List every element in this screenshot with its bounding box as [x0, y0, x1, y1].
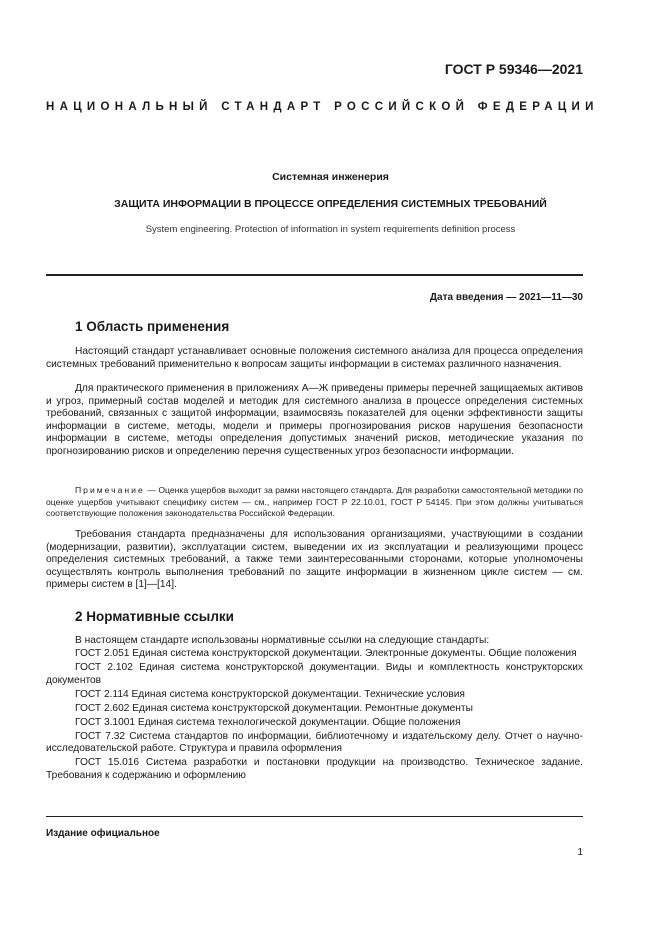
note-label: Примечание	[75, 485, 145, 495]
section-2-heading: 2 Нормативные ссылки	[75, 609, 234, 624]
national-standard-heading: НАЦИОНАЛЬНЫЙ СТАНДАРТ РОССИЙСКОЙ ФЕДЕРАЦИИ	[46, 101, 599, 113]
top-divider	[46, 274, 583, 276]
introduction-date: Дата введения — 2021—11—30	[429, 292, 583, 303]
document-title: ЗАЩИТА ИНФОРМАЦИИ В ПРОЦЕССЕ ОПРЕДЕЛЕНИЯ СИСТЕМНЫХ ТРЕБОВАНИЙ	[114, 198, 547, 210]
reference-item: ГОСТ 2.051 Единая система конструкторской документации. Электронные документы. Общие положения	[75, 648, 577, 659]
section-1-paragraph-2: Для практического применения в приложениях А—Ж приведены примеры перечней защищаемых активов и угроз, примерный состав моделей и методик для системного анализа в процессе определения системных требований, связанных с защитой информации, взаимосвязь показателей для оценки эффективности защиты информации в системе, методы, модели и примеры прогнозирования рисков нарушения безопасности информации в системе, методы определения допустимых значений рисков, методические указания по прогнозированию рисков и определению перечня существенных угроз безопасности информации.	[46, 383, 583, 457]
gost-number: ГОСТ Р 59346—2021	[444, 61, 583, 77]
english-title: System engineering. Protection of information in system requirements definition process	[145, 224, 516, 235]
reference-item: ГОСТ 2.114 Единая система конструкторской документации. Технические условия	[75, 688, 465, 700]
section-1-paragraph-3: Требования стандарта предназначены для использования организациями, участвующими в создании (модернизации, развитии), эксплуатации систем, выведении их из эксплуатации и реализующими процесс определения системных требований, а также теми заинтересованными сторонами, которые уполномочены осуществлять контроль выполнения требований по защите информации в жизненном цикле систем — см. примеры систем в [1]—[14].	[46, 529, 583, 590]
normative-references-list	[46, 648, 583, 784]
official-edition-label: Издание официальное	[46, 828, 160, 839]
reference-item: ГОСТ 15.016 Система разработки и постановки продукции на производство. Техническое задание. Требования к содержанию и оформлению	[46, 757, 583, 781]
reference-item: ГОСТ 2.602 Единая система конструкторской документации. Ремонтные документы	[75, 702, 473, 714]
section-1-paragraph-1: Настоящий стандарт устанавливает основные положения системного анализа для процесса определения системных требований применительно к вопросам защиты информации в системах различного назначения.	[46, 346, 583, 370]
document-subject: Системная инженерия	[272, 171, 389, 183]
note-text: — Оценка ущербов выходит за рамки настоящего стандарта. Для разработки самостоятельной методики по оценке ущербов учитывают специфику систем — см., например ГОСТ Р 22.10.01, ГОСТ Р 54145. При этом должны учитываться соответствующие положения законодательства Российской Федерации.	[46, 485, 583, 518]
page-number: 1	[577, 847, 583, 858]
reference-item: ГОСТ 7.32 Система стандартов по информации, библиотечному и издательскому делу. Отчет о научно-исследовательской работе. Структура и правила оформления	[46, 730, 583, 754]
bottom-divider	[46, 816, 583, 817]
reference-item: ГОСТ 2.102 Единая система конструкторской документации. Виды и комплектность конструкторских документов	[46, 662, 583, 686]
section-2-intro: В настоящем стандарте использованы нормативные ссылки на следующие стандарты:	[75, 635, 490, 646]
section-1-note	[46, 485, 583, 520]
reference-item: ГОСТ 3.1001 Единая система технологической документации. Общие положения	[75, 716, 461, 728]
section-1-heading: 1 Область применения	[75, 319, 230, 334]
